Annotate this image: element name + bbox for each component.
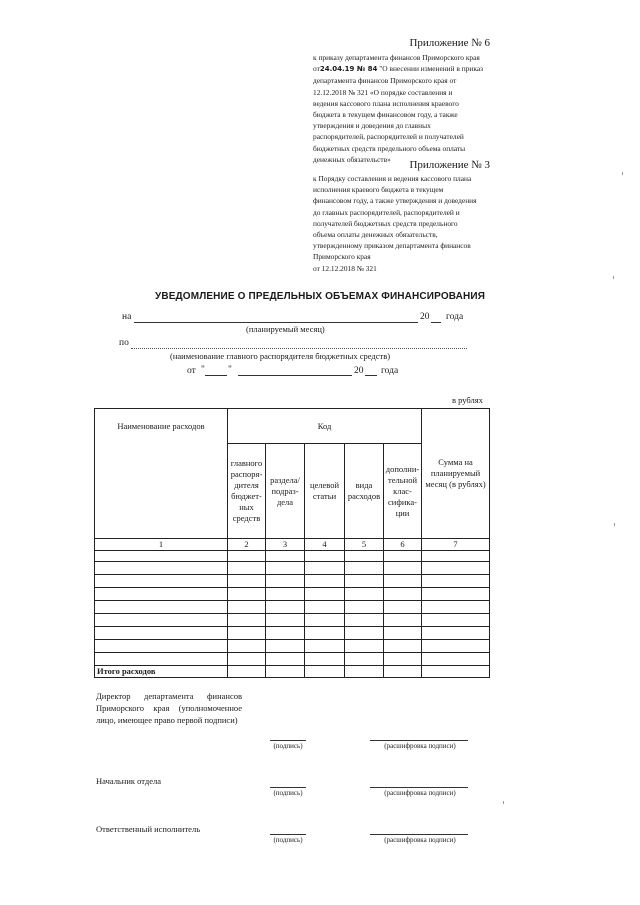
head-label: Начальник отдела: [96, 776, 162, 786]
appendix-6-title: Приложение № 6: [409, 37, 490, 49]
appendix-3-line: до главных распорядителей, распорядителей и: [313, 207, 460, 217]
head-decode-caption: (расшифровка подписи): [384, 789, 456, 797]
appendix-6-line: к приказу департамента финансов Приморского края: [313, 53, 480, 62]
column-number: 2: [228, 539, 266, 551]
by-label: по: [119, 338, 129, 348]
date-year-suffix: года: [381, 366, 399, 376]
executor-decode-line[interactable]: [370, 834, 468, 835]
director-sign-caption: (подпись): [273, 742, 303, 750]
table-row[interactable]: [95, 551, 490, 562]
table-row[interactable]: [95, 640, 490, 653]
appendix-3-line: исполнения краевого бюджета в текущем: [313, 185, 444, 195]
month-input-line[interactable]: [134, 322, 418, 323]
executor-label: Ответственный исполнитель: [96, 824, 201, 834]
year-prefix: 20: [420, 312, 430, 322]
table-row[interactable]: [95, 627, 490, 640]
table-row[interactable]: [95, 575, 490, 588]
header-code: Код: [228, 409, 422, 444]
appendix-6-date-prefix: от: [313, 64, 320, 74]
appendix-6-line: 12.12.2018 № 321 «О порядке составления и: [313, 87, 453, 97]
header-additional: дополни-тельной клас-сифика-ции: [384, 444, 422, 539]
table-row[interactable]: [95, 588, 490, 601]
column-number-row: [95, 539, 490, 551]
column-number: 7: [422, 539, 490, 551]
column-number: 1: [95, 539, 228, 551]
appendix-6-line: [313, 63, 491, 75]
from-label: от: [187, 366, 196, 376]
appendix-3-line: Приморского края: [313, 252, 371, 262]
scan-speck: [622, 172, 623, 175]
column-number: 4: [305, 539, 345, 551]
header-expense-name: Наименование расходов: [95, 409, 228, 539]
recipient-caption: (наименование главного распорядителя бюджетных средств): [170, 351, 391, 361]
executor-decode-caption: (расшифровка подписи): [384, 836, 456, 844]
quote-open: ": [201, 365, 205, 375]
total-row: [95, 666, 490, 678]
date-month-input-line[interactable]: [238, 375, 352, 376]
head-sign-caption: (подпись): [273, 789, 303, 797]
header-section: раздела/ подраз-дела: [266, 444, 305, 539]
appendix-6-line: бюджетных средств предельного объема оплаты: [313, 143, 466, 153]
document-title: УВЕДОМЛЕНИЕ О ПРЕДЕЛЬНЫХ ОБЪЕМАХ ФИНАНСИРОВАНИЯ: [154, 291, 486, 302]
head-sign-line[interactable]: [270, 787, 306, 788]
year-input-line[interactable]: [431, 322, 441, 323]
appendix-3-line: объема оплаты денежных обязательств,: [313, 230, 438, 240]
head-decode-line[interactable]: [370, 787, 468, 788]
appendix-6-line: ведения кассового плана исполнения краевого: [313, 98, 459, 108]
table-row[interactable]: [95, 653, 490, 666]
appendix-6-line: денежных обязательств»: [313, 154, 391, 164]
financing-table: [94, 408, 490, 678]
column-number: 6: [384, 539, 422, 551]
quote-close: ": [228, 365, 232, 375]
appendix-3-text: [313, 173, 491, 274]
appendix-3-line: финансовом году, а также утверждения и доведения: [313, 196, 477, 206]
scan-speck: [614, 523, 615, 526]
executor-sign-line[interactable]: [270, 834, 306, 835]
director-label: Директор департамента финансов Приморского края (уполномоченное лицо, имеющее право первой подписи): [96, 691, 242, 725]
appendix-6-date-suffix: "О внесении изменений в приказ: [379, 64, 484, 74]
total-label: Итого расходов: [95, 666, 228, 678]
date-year-prefix: 20: [354, 366, 364, 376]
director-decode-line[interactable]: [370, 740, 468, 741]
table-row[interactable]: [95, 614, 490, 627]
director-decode-caption: (расшифровка подписи): [384, 742, 456, 750]
on-label: на: [122, 312, 132, 322]
column-number: 5: [345, 539, 384, 551]
month-caption: (планируемый месяц): [246, 324, 325, 334]
appendix-6-line: утверждения и доведения до главных: [313, 121, 431, 131]
units-label: в рублях: [452, 395, 483, 405]
year-suffix: года: [446, 312, 464, 322]
recipient-input-line[interactable]: [131, 348, 467, 349]
executor-sign-caption: (подпись): [273, 836, 303, 844]
column-number: 3: [266, 539, 305, 551]
appendix-3-line: к Порядку составления и ведения кассового плана: [313, 174, 472, 183]
appendix-3-line: утвержденному приказом департамента финансов: [313, 241, 471, 251]
director-sign-line[interactable]: [270, 740, 306, 741]
appendix-6-line: распорядителей, распорядителей и получателей: [313, 132, 464, 142]
appendix-6-line: бюджета в текущем финансовом году, а также: [313, 110, 458, 120]
appendix-6-text: [313, 52, 491, 165]
date-year-input-line[interactable]: [365, 375, 377, 376]
scan-speck: [613, 276, 614, 279]
scan-speck: [503, 801, 504, 804]
header-type: вида расходов: [345, 444, 384, 539]
handwritten-order-number: 24.04.19 № 84: [319, 65, 378, 74]
header-grbs: главного распоря-дителя бюджет-ных средств: [228, 444, 266, 539]
table-row[interactable]: [95, 562, 490, 575]
appendix-6-line: департамента финансов Приморского края от: [313, 76, 457, 86]
day-input-line[interactable]: [205, 375, 227, 376]
appendix-3-line: от 12.12.2018 № 321: [313, 263, 377, 273]
appendix-3-title: Приложение № 3: [409, 159, 490, 171]
table-row[interactable]: [95, 601, 490, 614]
appendix-3-line: получателей бюджетных средств предельного: [313, 218, 458, 228]
header-sum: Сумма на планируемый месяц (в рублях): [422, 409, 490, 539]
header-target: целевой статьи: [305, 444, 345, 539]
